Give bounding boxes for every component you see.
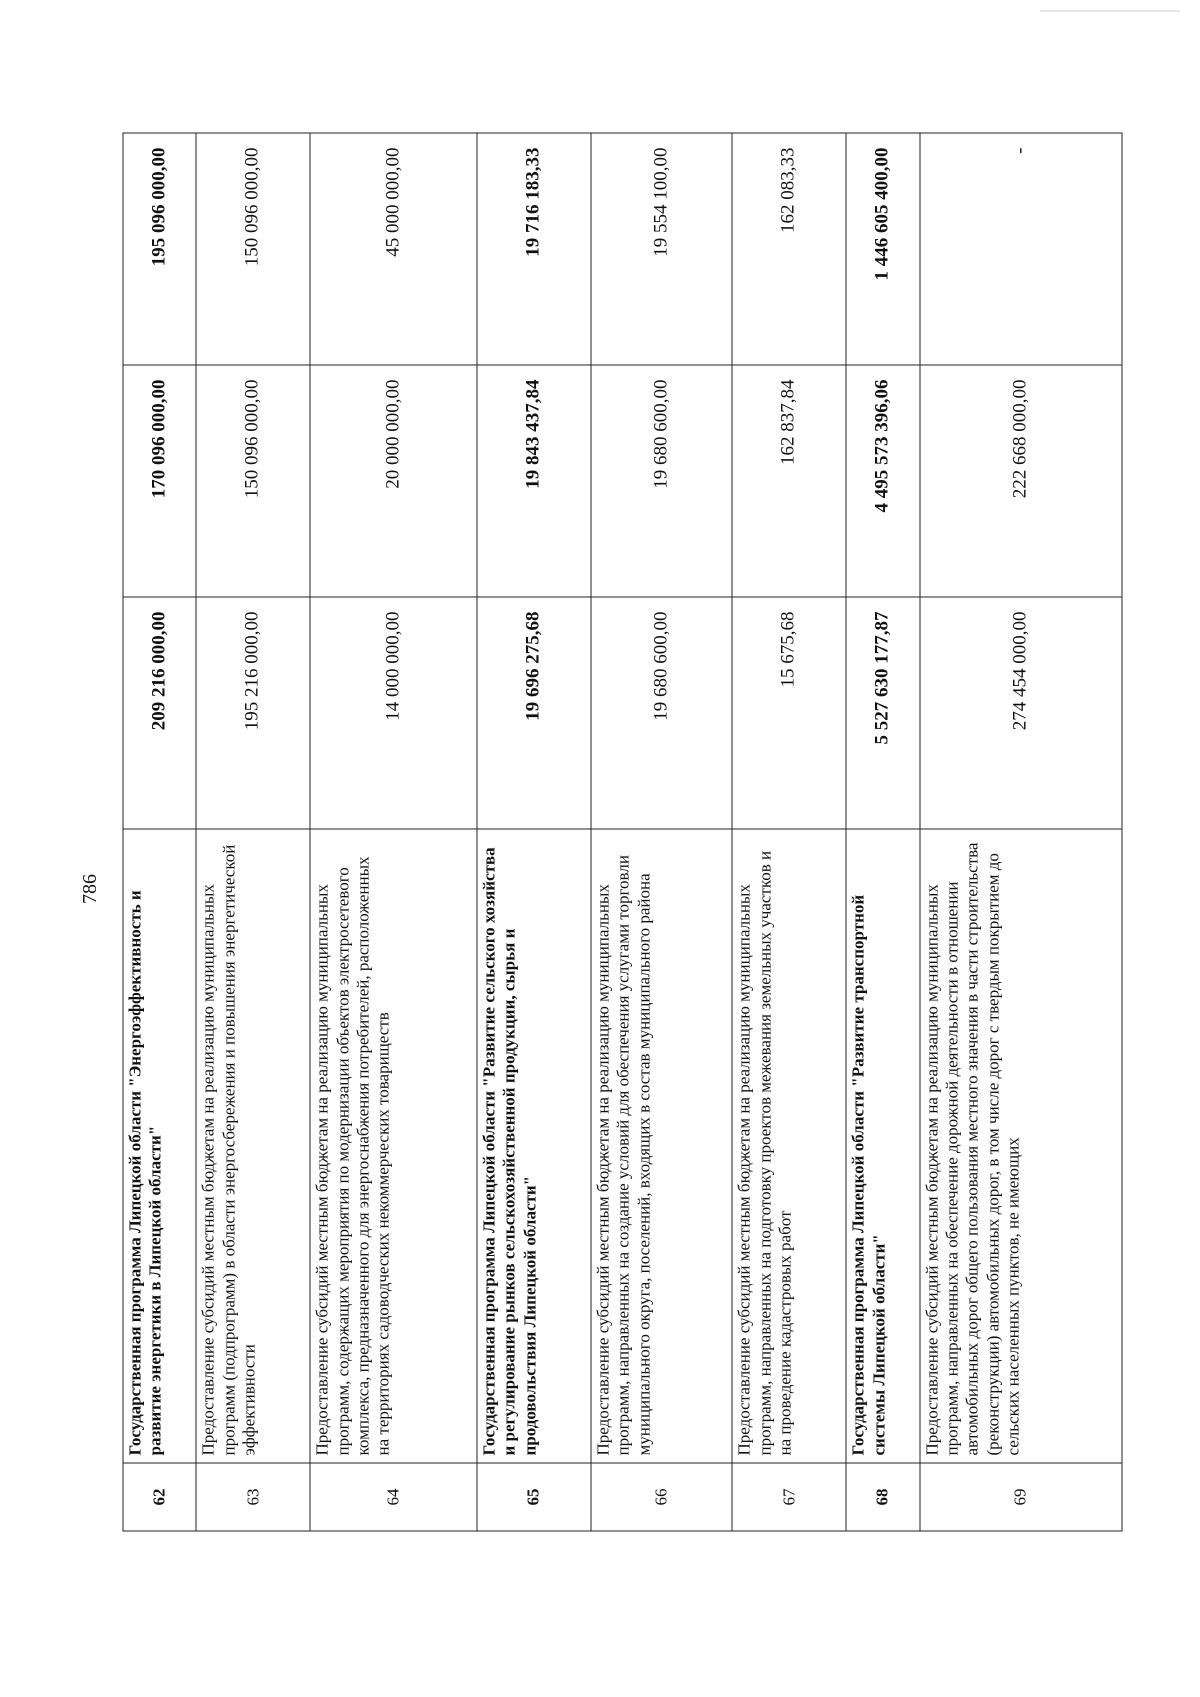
row-amount-3: 45 000 000,00 — [310, 133, 477, 365]
row-description: Предоставление субсидий местным бюджетам на реализацию муниципальных программ, содержащих мероприятия по модернизации объектов электросетевого комплекса, предназначенного для энергоснабжения потребителей, расположенных на территориях садоводческих некоммерческих товариществ — [310, 829, 477, 1463]
table-row — [310, 133, 477, 1531]
table-row — [123, 133, 196, 1531]
row-amount-2: 222 668 000,00 — [920, 365, 1122, 597]
row-amount-2: 19 843 437,84 — [477, 365, 591, 597]
row-number: 65 — [477, 1463, 591, 1531]
row-amount-2: 162 837,84 — [732, 365, 846, 597]
table-row — [196, 133, 310, 1531]
table-row — [732, 133, 846, 1531]
row-amount-3: 19 554 100,00 — [591, 133, 733, 365]
row-amount-3: 162 083,33 — [732, 133, 846, 365]
row-amount-3: 19 716 183,33 — [477, 133, 591, 365]
row-amount-2: 150 096 000,00 — [196, 365, 310, 597]
row-description: Предоставление субсидий местным бюджетам на реализацию муниципальных программ, направленных на создание условий для обеспечения услугами торговли муниципального округа, поселений, входящих в состав муниципального района — [591, 829, 733, 1463]
budget-table — [123, 133, 1123, 1532]
row-amount-1: 5 527 630 177,87 — [846, 597, 919, 829]
row-description: Предоставление субсидий местным бюджетам на реализацию муниципальных программ (подпрограмм) в области энергосбережения и повышения энергетической эффективности — [196, 829, 310, 1463]
table-row — [920, 133, 1122, 1531]
row-amount-2: 4 495 573 396,06 — [846, 365, 919, 597]
row-amount-1: 19 696 275,68 — [477, 597, 591, 829]
row-amount-1: 14 000 000,00 — [310, 597, 477, 829]
row-description: Государственная программа Липецкой области "Развитие транспортной системы Липецкой области" — [846, 829, 919, 1463]
row-amount-3: 150 096 000,00 — [196, 133, 310, 365]
row-amount-2: 19 680 600,00 — [591, 365, 733, 597]
table-row — [477, 133, 591, 1531]
row-amount-3: - — [920, 133, 1122, 365]
row-number: 67 — [732, 1463, 846, 1531]
row-number: 64 — [310, 1463, 477, 1531]
table-row — [846, 133, 919, 1531]
row-amount-3: 1 446 605 400,00 — [846, 133, 919, 365]
row-description: Государственная программа Липецкой области "Развитие сельского хозяйства и регулирование рынков сельскохозяйственной продукции, сырья и продовольствия Липецкой области" — [477, 829, 591, 1463]
row-amount-2: 170 096 000,00 — [123, 365, 196, 597]
row-amount-1: 19 680 600,00 — [591, 597, 733, 829]
row-number: 63 — [196, 1463, 310, 1531]
row-amount-1: 195 216 000,00 — [196, 597, 310, 829]
row-amount-2: 20 000 000,00 — [310, 365, 477, 597]
scan-artifact — [1040, 10, 1180, 12]
row-number: 69 — [920, 1463, 1122, 1531]
row-amount-1: 274 454 000,00 — [920, 597, 1122, 829]
table-row — [591, 133, 733, 1531]
table-body — [123, 133, 1122, 1531]
row-number: 62 — [123, 1463, 196, 1531]
page-number: 786 — [79, 874, 101, 904]
row-number: 66 — [591, 1463, 733, 1531]
row-number: 68 — [846, 1463, 919, 1531]
row-description: Предоставление субсидий местным бюджетам на реализацию муниципальных программ, направленных на подготовку проектов межевания земельных участков и на проведение кадастровых работ — [732, 829, 846, 1463]
row-description: Предоставление субсидий местным бюджетам на реализацию муниципальных программ, направленных на обеспечение дорожной деятельности в отношении автомобильных дорог общего пользования местного значения в части строительства (реконструкции) автомобильных дорог, в том числе дорог с твердым покрытием до сельских населенных пунктов, не имеющих — [920, 829, 1122, 1463]
row-amount-1: 15 675,68 — [732, 597, 846, 829]
row-description: Государственная программа Липецкой области "Энергоэффективность и развитие энергетики в Липецкой области" — [123, 829, 196, 1463]
row-amount-1: 209 216 000,00 — [123, 597, 196, 829]
row-amount-3: 195 096 000,00 — [123, 133, 196, 365]
